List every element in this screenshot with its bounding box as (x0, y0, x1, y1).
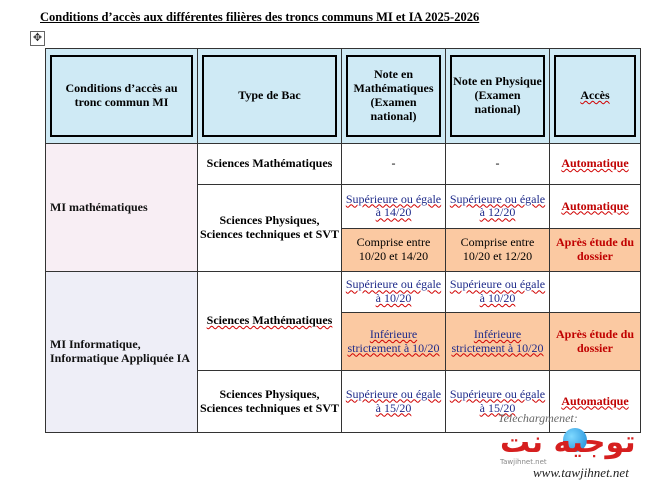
physics-note-cell: - (446, 143, 550, 184)
access-cell: Automatique (550, 185, 641, 228)
math-note-cell: - (342, 143, 446, 184)
physics-note-cell: Supérieure ou égale à 12/20 (446, 185, 550, 228)
access-conditions-table (45, 48, 641, 433)
header-math-note: Note en Mathématiques (Examen national) (342, 49, 446, 144)
header-bac-type: Type de Bac (198, 49, 342, 144)
math-note-cell: Supérieure ou égale à 14/20 (342, 185, 446, 228)
math-note-cell: Comprise entre 10/20 et 14/20 (342, 228, 446, 271)
access-cell: Après étude du dossier (550, 313, 641, 371)
access-cell: Automatique (550, 371, 641, 433)
table-row (46, 143, 641, 184)
math-note-cell: Inférieure strictement à 10/20 (342, 313, 446, 371)
table-move-handle-icon[interactable]: ✥ (30, 31, 45, 46)
physics-note-cell: Supérieure ou égale à 15/20 (446, 371, 550, 433)
bac-type-cell: Sciences Mathématiques (198, 143, 342, 184)
bac-type-cell: Sciences Mathématiques (198, 271, 342, 370)
brand-small-text: Tawjihnet.net (500, 458, 547, 466)
brand-logo: توجيه نت (500, 425, 636, 460)
mi-info-label: MI Informatique, Informatique Appliquée IA (46, 271, 198, 432)
header-conditions: Conditions d’accès au tronc commun MI (46, 49, 198, 144)
header-physics-note: Note en Physique (Examen national) (446, 49, 550, 144)
site-url[interactable]: www.tawjihnet.net (533, 465, 629, 480)
mi-math-label: MI mathématiques (46, 143, 198, 271)
math-note-cell: Supérieure ou égale à 15/20 (342, 371, 446, 433)
header-access: Accès (550, 49, 641, 144)
bac-type-cell: Sciences Physiques, Sciences techniques et SVT (198, 371, 342, 433)
physics-note-cell: Inférieure strictement à 10/20 (446, 313, 550, 371)
table-row (46, 271, 641, 312)
bac-type-cell: Sciences Physiques, Sciences techniques et SVT (198, 185, 342, 272)
physics-note-cell: Supérieure ou égale à 10/20 (446, 271, 550, 312)
table-header-row (46, 49, 641, 144)
document-title: Conditions d’accès aux différentes filières des troncs communs MI et IA 2025-2026 (40, 10, 480, 24)
access-cell: Après étude du dossier (550, 228, 641, 271)
physics-note-cell: Comprise entre 10/20 et 12/20 (446, 228, 550, 271)
download-label: Telechargmenet: (498, 411, 578, 425)
math-note-cell: Supérieure ou égale à 10/20 (342, 271, 446, 312)
access-cell (550, 271, 641, 312)
access-cell: Automatique (550, 143, 641, 184)
